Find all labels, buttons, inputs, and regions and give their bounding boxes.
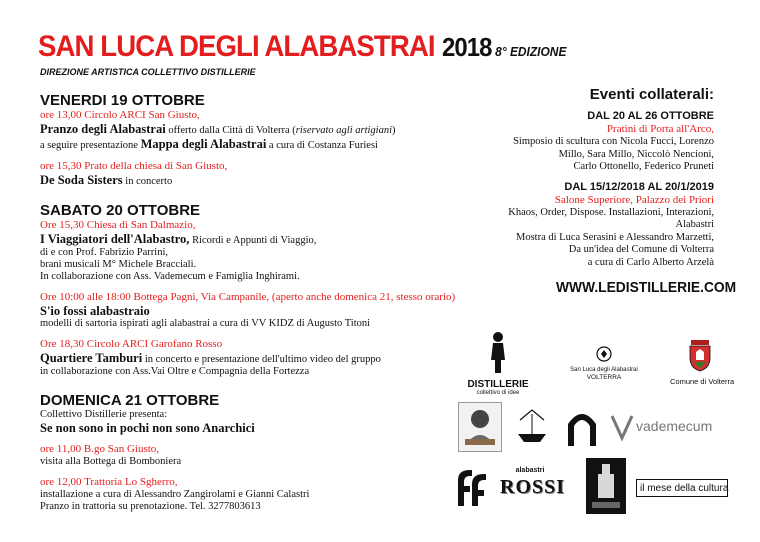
distillerie-logo	[466, 330, 530, 396]
title-text: SAN LUCA DEGLI ALABASTRAI	[38, 30, 435, 63]
event-time: ore 15,30 Prato della chiesa di San Giusto,	[40, 160, 228, 172]
event-line	[40, 351, 440, 366]
collateral-events	[484, 86, 714, 269]
sanluca-city: VOLTERRA	[586, 374, 622, 381]
collateral-place: Pratini di Porta all'Arco,	[606, 123, 714, 135]
collateral-text: Carlo Ottonello, Federico Pruneti	[573, 161, 714, 172]
event-text: Collettivo Distillerie presenta:	[40, 409, 168, 420]
event-text: modelli di sartoria ispirati agli alabastrai a cura di VV KIDZ di Augusto Titoni	[40, 318, 371, 329]
day-heading-saturday: SABATO 20 OTTOBRE	[40, 202, 201, 219]
ff-logo	[450, 466, 494, 510]
event-text: In collaborazione con Ass. Vademecum e Famiglia Inghirami.	[40, 271, 300, 282]
poster-title	[38, 30, 566, 64]
event-line	[40, 137, 440, 152]
sanluca-label: San Luca degli Alabastrai	[570, 367, 638, 373]
boat-icon	[510, 404, 554, 450]
event-title	[40, 421, 440, 435]
photo-logo	[458, 402, 502, 452]
vademecum-logo	[610, 412, 722, 442]
event-time: Ore 18,30 Circolo ARCI Garofano Rosso	[40, 338, 223, 350]
collateral-text: Simposio di scultura con Nicola Fucci, Lorenzo	[513, 136, 714, 147]
collateral-text: Mostra di Luca Serasini e Alessandro Marzetti,	[516, 231, 714, 243]
event-text: in collaborazione con Ass.Vai Oltre e Compagnia della Fortezza	[40, 366, 310, 377]
ff-mark-icon	[450, 466, 494, 510]
arch-logo	[560, 404, 604, 450]
vademecum-mark-icon	[610, 412, 634, 442]
portrait-icon	[459, 403, 501, 451]
event-text: Ricordi e Appunti di Viaggio,	[189, 235, 317, 246]
event-text: installazione a cura di Alessandro Zangirolami e Gianni Calastri	[40, 489, 310, 500]
distillerie-label: DISTILLERIE	[467, 379, 529, 390]
collateral-text: Da un'idea del Comune di Volterra	[568, 244, 714, 255]
bar-logo	[586, 458, 626, 514]
website-link[interactable]: WWW.LEDISTILLERIE.COM	[556, 279, 737, 296]
distillerie-sub: collettivo di idee	[476, 390, 520, 396]
day-heading-sunday: DOMENICA 21 OTTOBRE	[40, 392, 220, 409]
event-time: ore 11,00 B.go San Giusto,	[40, 443, 160, 455]
day-heading-friday: VENERDI 19 OTTOBRE	[40, 92, 205, 109]
event-title: Pranzo degli Alabastrai	[40, 122, 166, 136]
comune-label: Comune di Volterra	[670, 377, 735, 386]
collateral-date-range: DAL 20 AL 26 OTTOBRE	[587, 110, 714, 122]
event-title: Quartiere Tamburi	[40, 351, 143, 365]
event-title: I Viaggiatori dell'Alabastro,	[40, 232, 190, 246]
event-time: Ore 15,30 Chiesa di San Dalmazio,	[40, 219, 196, 231]
collateral-text: Alabastri	[675, 219, 714, 230]
event-title: Mappa degli Alabastrai	[140, 137, 267, 151]
event-text: in concerto e presentazione dell'ultimo video del gruppo	[142, 354, 381, 365]
collateral-text: Khaos, Order, Dispose. Installazioni, Interazioni,	[508, 206, 714, 218]
distillerie-figure-icon	[466, 330, 530, 374]
title-edition: 8° EDIZIONE	[495, 44, 567, 59]
good-side-logo	[510, 404, 554, 450]
arch-icon	[560, 404, 604, 450]
event-text: a seguire presentazione	[40, 140, 141, 151]
rossi-label: ROSSI	[500, 476, 566, 498]
vademecum-label: vademecum	[636, 418, 713, 434]
collateral-place: Salone Superiore, Palazzo dei Priori	[554, 193, 714, 206]
event-text: visita alla Bottega di Bomboniera	[40, 456, 182, 467]
event-title: De Soda Sisters	[40, 173, 123, 187]
event-text: )	[392, 125, 396, 136]
event-text: a cura di Costanza Furiesi	[266, 140, 378, 151]
event-time: ore 12,00 Trattoria Lo Sgherro,	[40, 476, 178, 488]
comune-logo	[670, 338, 735, 390]
sanluca-emblem-icon	[596, 346, 612, 362]
event-line	[40, 232, 440, 247]
program-column	[40, 92, 456, 513]
event-note: riservato agli artigiani	[295, 125, 393, 136]
event-text: Pranzo in trattoria su prenotazione. Tel. 3277803613	[40, 501, 261, 512]
event-text: brani musicali M° Michele Bracciali.	[40, 259, 197, 270]
rossi-logo	[500, 466, 566, 510]
event-text: in concerto	[122, 176, 173, 187]
event-title-text: S'io fossi alabastraio	[40, 304, 150, 318]
event-time: ore 13,00 Circolo ARCI San Giusto,	[40, 109, 200, 121]
event-line	[40, 122, 440, 137]
event-title	[40, 304, 440, 318]
event-line	[40, 173, 440, 188]
subtitle: DIREZIONE ARTISTICA COLLETTIVO DISTILLERIE	[40, 67, 256, 77]
event-text: offerto dalla Città di Volterra (	[165, 125, 296, 136]
mese-cultura-label: il mese della cultura	[640, 483, 729, 494]
collateral-date-range: DAL 15/12/2018 AL 20/1/2019	[564, 180, 714, 193]
event-time: Ore 10:00 alle 18:00 Bottega Pagni, Via Campanile, (aperto anche domenica 21, stesso orario)	[40, 291, 456, 303]
sanluca-logo	[556, 346, 652, 386]
title-year: 2018	[441, 32, 492, 62]
bottle-icon	[586, 458, 626, 514]
collateral-text: Millo, Sara Millo, Niccolò Nencioni,	[558, 148, 714, 160]
collateral-text: a cura di Carlo Alberto Arzelà	[587, 256, 714, 268]
event-text: di e con Prof. Fabrizio Parrini,	[40, 247, 169, 258]
mese-cultura-logo	[636, 479, 728, 497]
rossi-top-label: alabastri	[515, 467, 545, 474]
collateral-heading: Eventi collaterali:	[589, 86, 714, 103]
coat-of-arms-icon	[686, 338, 714, 372]
event-title-text: Se non sono in pochi non sono Anarchici	[40, 421, 255, 435]
